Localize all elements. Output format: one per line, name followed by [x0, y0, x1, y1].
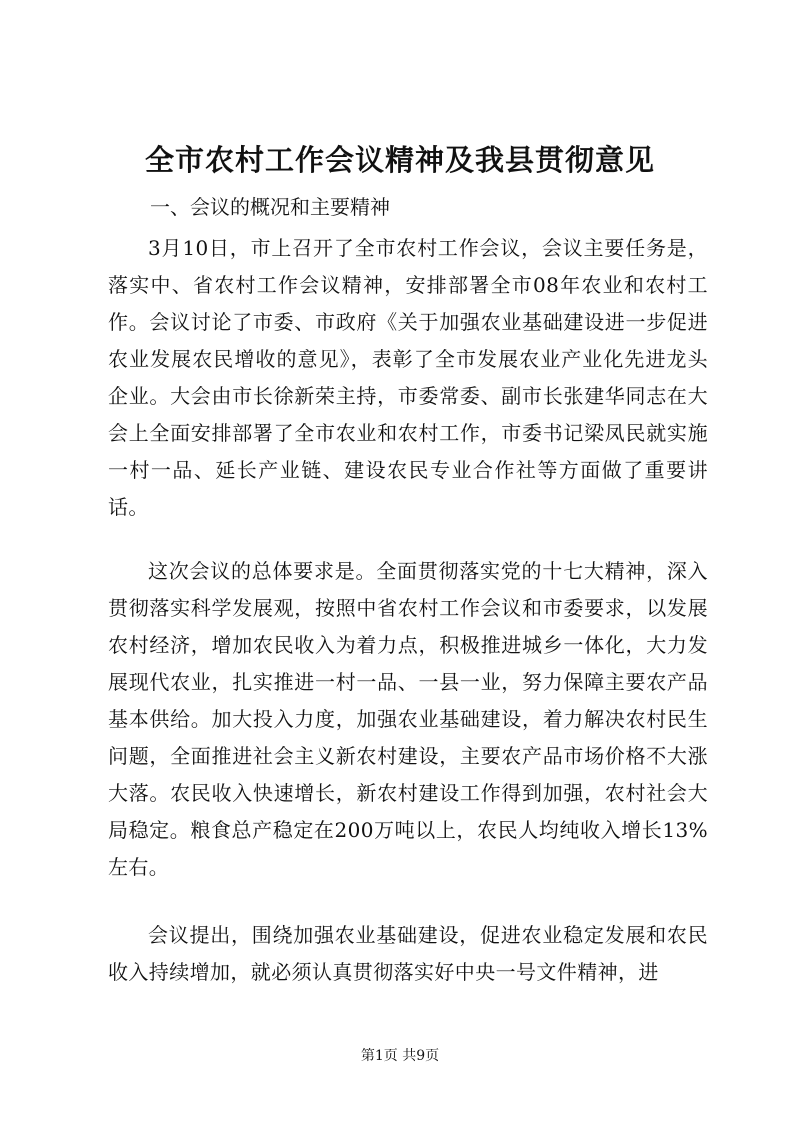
section-heading: 一、会议的概况和主要精神 — [150, 195, 390, 219]
page-number-footer: 第1页 共9页 — [360, 1048, 440, 1064]
document-title: 全市农村工作会议精神及我县贯彻意见 — [144, 143, 655, 177]
body-paragraph: 会议提出，围绕加强农业基础建设，促进农业稳定发展和农民收入持续增加，就必须认真贯彻落实好中央一号文件精神，进 — [108, 923, 708, 984]
body-paragraph: 3月10日，市上召开了全市农村工作会议，会议主要任务是，落实中、省农村工作会议精神，安排部署全市08年农业和农村工作。会议讨论了市委、市政府《关于加强农业基础建设进一步促进农业发展农民增收的意见》，表彰了全市发展农业产业化先进龙头企业。大会由市长徐新荣主持，市委常委、副市长张建华同志在大会上全面安排部署了全市农业和农村工作，市委书记梁凤民就实施一村一品、延长产业链、建设农民专业合作社等方面做了重要讲话。 — [108, 236, 708, 519]
body-paragraph: 这次会议的总体要求是。全面贯彻落实党的十七大精神，深入贯彻落实科学发展观，按照中省农村工作会议和市委要求，以发展农村经济，增加农民收入为着力点，积极推进城乡一体化，大力发展现代农业，扎实推进一村一品、一县一业，努力保障主要农产品基本供给。加大投入力度，加强农业基础建设，着力解决农村民生问题，全面推进社会主义新农村建设，主要农产品市场价格不大涨大落。农民收入快速增长，新农村建设工作得到加强，农村社会大局稳定。粮食总产稳定在200万吨以上，农民人均纯收入增长13%左右。 — [108, 559, 708, 879]
